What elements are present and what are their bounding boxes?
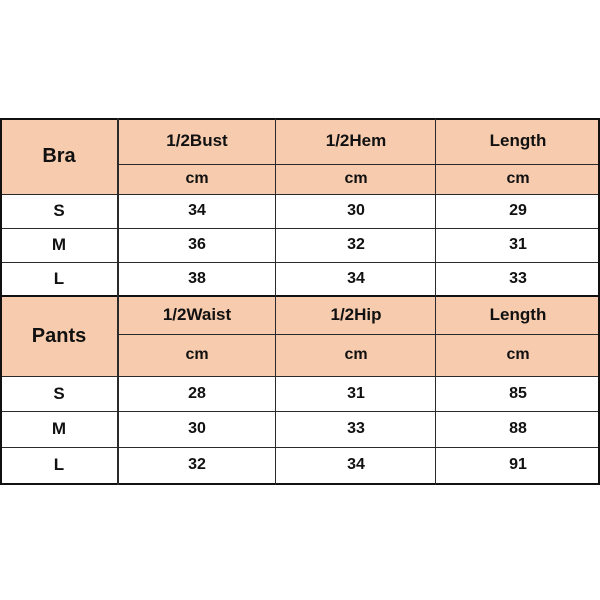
pants-size-label: M	[0, 411, 118, 447]
grid-line	[0, 483, 600, 485]
pants-value-cell: 85	[436, 376, 600, 411]
bra-value-cell: 33	[436, 262, 600, 296]
grid-line	[0, 194, 600, 195]
pants-value-cell: 32	[118, 447, 276, 483]
pants-size-label: S	[0, 376, 118, 411]
pants-col-header-waist: 1/2Waist	[118, 296, 276, 334]
pants-value-cell: 34	[276, 447, 436, 483]
bra-value-cell: 30	[276, 194, 436, 228]
pants-section-label: Pants	[0, 296, 118, 376]
bra-value-cell: 38	[118, 262, 276, 296]
grid-line	[0, 376, 600, 377]
bra-size-label: S	[0, 194, 118, 228]
pants-value-cell: 33	[276, 411, 436, 447]
pants-value-cell: 88	[436, 411, 600, 447]
pants-value-cell: 30	[118, 411, 276, 447]
bra-size-label: M	[0, 228, 118, 262]
pants-col-header-length: Length	[436, 296, 600, 334]
pants-value-cell: 28	[118, 376, 276, 411]
pants-value-cell: 31	[276, 376, 436, 411]
bra-value-cell: 34	[276, 262, 436, 296]
bra-col-header-bust: 1/2Bust	[118, 118, 276, 164]
grid-line	[275, 118, 276, 485]
bra-value-cell: 32	[276, 228, 436, 262]
grid-line	[0, 118, 2, 485]
bra-unit-length: cm	[436, 164, 600, 194]
pants-size-label: L	[0, 447, 118, 483]
bra-value-cell: 29	[436, 194, 600, 228]
grid-line	[0, 228, 600, 229]
bra-unit-hem: cm	[276, 164, 436, 194]
bra-size-label: L	[0, 262, 118, 296]
bra-section-label: Bra	[0, 118, 118, 194]
size-chart	[0, 118, 600, 485]
grid-line	[0, 262, 600, 263]
pants-unit-hip: cm	[276, 334, 436, 376]
bra-col-header-hem: 1/2Hem	[276, 118, 436, 164]
grid-line	[0, 447, 600, 448]
bra-value-cell: 34	[118, 194, 276, 228]
bra-value-cell: 31	[436, 228, 600, 262]
pants-unit-waist: cm	[118, 334, 276, 376]
grid-line	[0, 411, 600, 412]
bra-value-cell: 36	[118, 228, 276, 262]
bra-col-header-length: Length	[436, 118, 600, 164]
pants-col-header-hip: 1/2Hip	[276, 296, 436, 334]
grid-line	[118, 164, 600, 165]
grid-line	[435, 118, 436, 485]
bra-unit-bust: cm	[118, 164, 276, 194]
pants-unit-length: cm	[436, 334, 600, 376]
section-divider	[0, 295, 600, 297]
grid-line	[0, 118, 600, 120]
grid-line	[117, 118, 119, 485]
grid-line	[118, 334, 600, 335]
pants-value-cell: 91	[436, 447, 600, 483]
